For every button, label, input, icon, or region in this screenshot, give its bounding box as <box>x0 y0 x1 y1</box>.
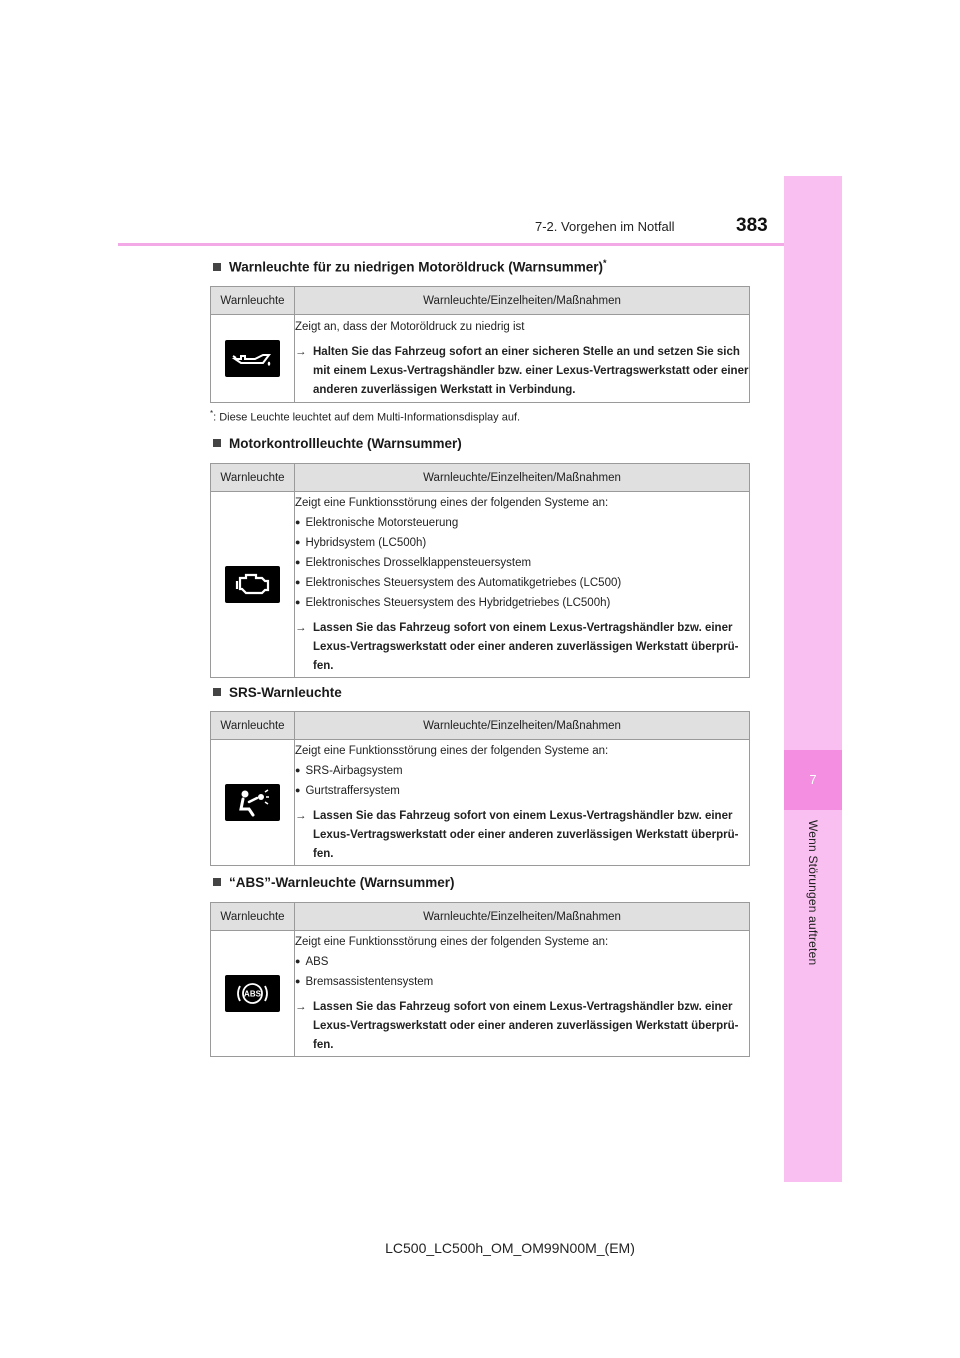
chapter-number-tab: 7 <box>784 750 842 810</box>
arrow-icon: → <box>295 1000 307 1013</box>
table-header-details: Warnleuchte/Einzelheiten/Maßnahmen <box>295 464 750 492</box>
heading-square-icon <box>213 878 221 886</box>
warning-table-oil-pressure <box>210 286 750 403</box>
chapter-title: Wenn Störungen auftreten <box>806 820 820 966</box>
list-item: ● Elektronisches Steuersystem des Automatikgetriebes (LC500) <box>295 573 749 593</box>
table-header-details: Warnleuchte/Einzelheiten/Maßnahmen <box>295 712 750 740</box>
heading-square-icon <box>213 439 221 447</box>
heading-square-icon <box>213 688 221 696</box>
list-item: ● Elektronische Motorsteuerung <box>295 513 749 533</box>
list-item: ● Bremsassistentensystem <box>295 972 749 992</box>
list-item: ● ABS <box>295 952 749 972</box>
heading-square-icon <box>213 263 221 271</box>
action-text: → Lassen Sie das Fahrzeug sofort von einem Lexus-Vertragshändler bzw. einer Lexus-Vertragswerkstatt oder einer anderen zuverlässigen Werkstatt überprü-fen. <box>295 998 749 1055</box>
abs-icon-text: ABS <box>244 989 261 999</box>
footer <box>0 1240 960 1256</box>
list-item: ● Hybridsystem (LC500h) <box>295 533 749 553</box>
table-header-light: Warnleuchte <box>211 712 295 740</box>
chapter-sidebar <box>784 176 842 1182</box>
section-heading-abs: “ABS”-Warnleuchte (Warnsummer) <box>213 875 455 890</box>
description: Zeigt an, dass der Motoröldruck zu niedrig ist <box>295 320 525 333</box>
arrow-icon: → <box>295 621 307 634</box>
table-header-details: Warnleuchte/Einzelheiten/Maßnahmen <box>295 903 750 931</box>
description: Zeigt eine Funktionsstörung eines der folgenden Systeme an: <box>295 935 609 948</box>
action-text: → Lassen Sie das Fahrzeug sofort von einem Lexus-Vertragshändler bzw. einer Lexus-Vertragswerkstatt oder einer anderen zuverlässigen Werkstatt überprü-fen. <box>295 619 749 676</box>
doc-code: LC500_LC500h_OM_OM99N00M_(EM) <box>385 1240 635 1256</box>
section-heading-srs: SRS-Warnleuchte <box>213 685 342 700</box>
abs-icon <box>225 975 280 1012</box>
arrow-icon: → <box>295 345 307 358</box>
check-engine-icon <box>225 566 280 603</box>
footnote: *: Diese Leuchte leuchtet auf dem Multi-Informationsdisplay auf. <box>210 409 521 424</box>
action-text: → Halten Sie das Fahrzeug sofort an einer sicheren Stelle an und setzen Sie sich mit einem Lexus-Vertragshändler bzw. einer Lexus-Vertragswerkstatt oder einer anderen zuverlässigen Werkstatt in Verbindung. <box>295 343 749 400</box>
warning-table-check-engine <box>210 463 750 678</box>
section-heading-oil-pressure: Warnleuchte für zu niedrigen Motoröldruck (Warnsummer)* <box>213 258 607 275</box>
header-divider <box>118 243 784 246</box>
list-item: ● Elektronisches Drosselklappensteuersystem <box>295 553 749 573</box>
section-heading-check-engine: Motorkontrollleuchte (Warnsummer) <box>213 436 462 451</box>
page-number: 383 <box>736 215 768 236</box>
description: Zeigt eine Funktionsstörung eines der folgenden Systeme an: <box>295 744 609 757</box>
arrow-icon: → <box>295 809 307 822</box>
list-item: ● SRS-Airbagsystem <box>295 761 749 781</box>
table-header-light: Warnleuchte <box>211 464 295 492</box>
warning-table-abs <box>210 902 750 1057</box>
table-header-light: Warnleuchte <box>211 903 295 931</box>
srs-airbag-icon <box>225 784 280 821</box>
action-text: → Lassen Sie das Fahrzeug sofort von einem Lexus-Vertragshändler bzw. einer Lexus-Vertragswerkstatt oder einer anderen zuverlässigen Werkstatt überprü-fen. <box>295 807 749 864</box>
oil-pressure-icon <box>225 340 280 377</box>
list-item: ● Gurtstraffersystem <box>295 781 749 801</box>
table-header-details: Warnleuchte/Einzelheiten/Maßnahmen <box>295 287 750 315</box>
description: Zeigt eine Funktionsstörung eines der folgenden Systeme an: <box>295 496 609 509</box>
list-item: ● Elektronisches Steuersystem des Hybridgetriebes (LC500h) <box>295 593 749 613</box>
warning-table-srs <box>210 711 750 866</box>
section-label: 7-2. Vorgehen im Notfall <box>535 219 675 234</box>
table-header-light: Warnleuchte <box>211 287 295 315</box>
